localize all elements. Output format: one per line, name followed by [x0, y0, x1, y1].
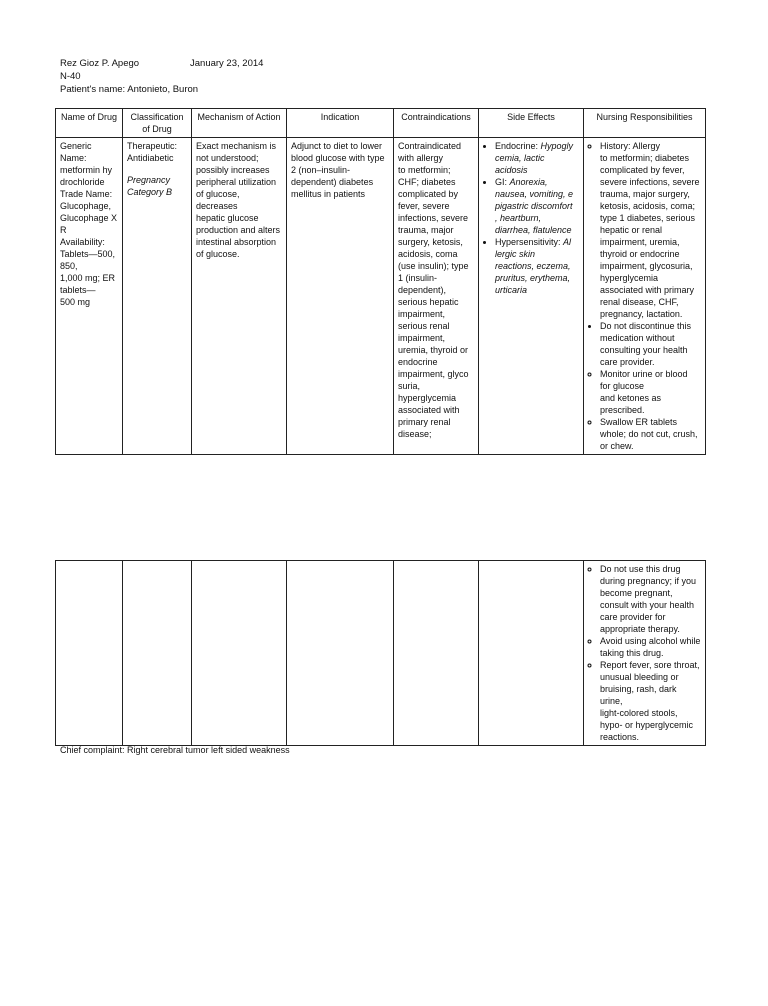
empty-cell — [123, 561, 192, 746]
classification-label: Therapeutic: — [127, 141, 178, 151]
contraindications-cell: Contraindicated with allergy to metformin; CHF; diabetes complicated by fever, severe infections, severe trauma, major surgery, ketosis, acidosis, coma (use insulin); type 1 (insulin- dependent), serious hepatic impairment, serious renal impairment, uremia, thyroid or endocrine impairment, glyco suria, hyperglycemia associated with primary renal disease; — [394, 138, 479, 455]
nursing-item: ◦ Do not use this drug during pregnancy; if you become pregnant, consult with your health care provider for appropriate therapy. — [600, 563, 701, 635]
empty-cell — [56, 561, 123, 746]
column-header: Contraindications — [394, 109, 479, 138]
drug-name-cell: Generic Name: metformin hy drochloride Trade Name: Glucophage, Glucophage X R Availability: Tablets—500, 850, 1,000 mg; ER tablets— 500 mg — [56, 138, 123, 455]
document-date: January 23, 2014 — [190, 58, 264, 69]
column-header: Name of Drug — [56, 109, 123, 138]
nursing-item: ◦ History: Allergy to metformin; diabetes complicated by fever, severe infections, severe trauma, major surgery, ketosis, acidosis, coma; type 1 diabetes, serious hepatic or renal impairment, uremia, thyroid or endocrine impairment, glycosuria, hyperglycemia associated with primary renal disease, CHF, pregnancy, lactation. — [600, 140, 701, 320]
nursing-cell — [584, 138, 706, 455]
drug-study-table-continued — [55, 560, 706, 746]
column-header: Indication — [287, 109, 394, 138]
column-header: Nursing Responsibilities — [584, 109, 706, 138]
column-header: Classification of Drug — [123, 109, 192, 138]
nursing-item: ◦ Monitor urine or blood for glucose and ketones as prescribed. — [600, 368, 701, 416]
chief-complaint: Chief complaint: Right cerebral tumor left sided weakness — [60, 745, 290, 755]
side-effect-item: • Hypersensitivity: Al lergic skin reactions, eczema, pruritus, erythema, urticaria — [495, 236, 579, 296]
pregnancy-category: Pregnancy Category B — [127, 175, 173, 197]
section-code: N-40 — [60, 71, 81, 82]
classification-cell — [123, 138, 192, 455]
side-effects-cell — [479, 138, 584, 455]
empty-cell — [287, 561, 394, 746]
empty-cell — [394, 561, 479, 746]
table-row — [56, 138, 706, 455]
table-header-row — [56, 109, 706, 138]
side-effect-item: • GI: Anorexia, nausea, vomiting, e pigastric discomfort , heartburn, diarrhea, flatulence — [495, 176, 579, 236]
mechanism-cell: Exact mechanism is not understood; possibly increases peripheral utilization of glucose, decreases hepatic glucose production and alters intestinal absorption of glucose. — [192, 138, 287, 455]
empty-cell — [479, 561, 584, 746]
patient-name: Patient's name: Antonieto, Buron — [60, 84, 199, 95]
classification-value: Antidiabetic — [127, 153, 174, 163]
nursing-item: ◦ Report fever, sore throat, unusual bleeding or bruising, rash, dark urine, light-colored stools, hypo- or hyperglycemic reactions. — [600, 659, 701, 743]
nursing-item: ◦ Swallow ER tablets whole; do not cut, crush, or chew. — [600, 416, 701, 452]
nursing-item: • Do not discontinue this medication without consulting your health care provider. — [600, 320, 701, 368]
table-row — [56, 561, 706, 746]
indication-cell: Adjunct to diet to lower blood glucose with type 2 (non–insulin- dependent) diabetes mellitus in patients — [287, 138, 394, 455]
empty-cell — [192, 561, 287, 746]
nursing-item: ◦ Avoid using alcohol while taking this drug. — [600, 635, 701, 659]
author-name: Rez Gioz P. Apego — [60, 58, 140, 69]
column-header: Side Effects — [479, 109, 584, 138]
drug-study-table — [55, 108, 706, 455]
column-header: Mechanism of Action — [192, 109, 287, 138]
nursing-cell — [584, 561, 706, 746]
side-effect-item: • Endocrine: Hypogly cemia, lactic acidosis — [495, 140, 579, 176]
